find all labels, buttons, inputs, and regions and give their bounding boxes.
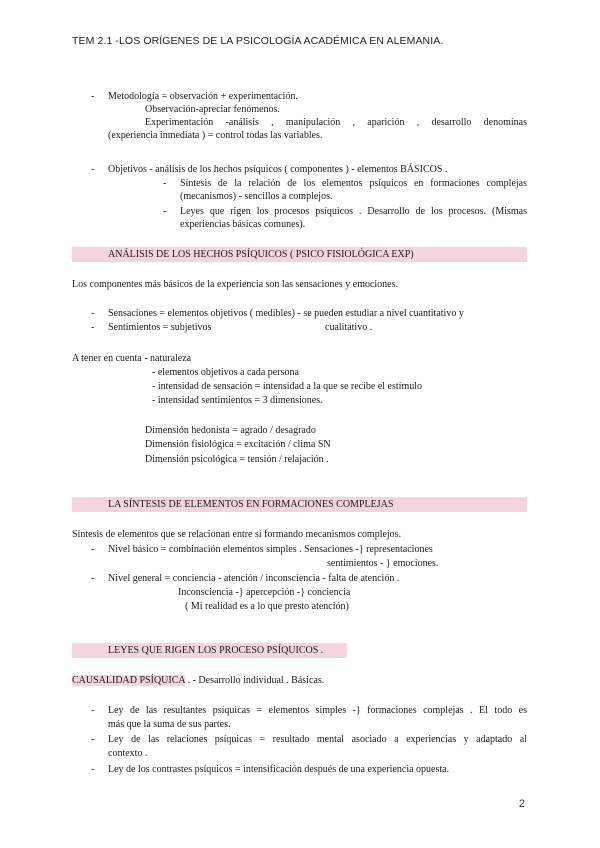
section-heading-analisis: ANÁLISIS DE LOS HECHOS PSÍQUICOS ( PSICO FISIOLÓGICA EXP) xyxy=(108,249,414,260)
leyes-subitem-cont: experiencias básicas comunes). xyxy=(180,219,306,230)
experiencia-line: (experiencia inmediata ) = control todas las variables. xyxy=(108,130,323,141)
causalidad-rest: . - Desarrollo individual . Básicas. xyxy=(187,675,325,686)
section-heading-sintesis: LA SÍNTESIS DE ELEMENTOS EN FORMACIONES COMPLEJAS xyxy=(108,499,394,510)
cualitativo-text: cualitativo . xyxy=(325,322,373,333)
sintesis-intro: Síntesis de elementos que se relacionan entre sí formando mecanismos complejos. xyxy=(72,529,402,540)
bullet-dash: - xyxy=(91,164,95,175)
dimension-line: Dimensión psicológica = tensión / relajación . xyxy=(145,454,329,465)
sintesis-subitem: Síntesis de la relación de los elementos psíquicos en formaciones complejas xyxy=(180,178,527,189)
page-number: 2 xyxy=(518,798,525,810)
bullet-dash: - xyxy=(91,764,95,775)
ley-resultantes: Ley de las resultantes psíquicas = elementos simples -} formaciones complejas . El todo es xyxy=(108,705,527,716)
bullet-dash: - xyxy=(91,734,95,745)
dimension-line: Dimensión hedonista = agrado / desagrado xyxy=(145,425,316,436)
observacion-line: Observación-apreciar fenómenos. xyxy=(145,104,280,115)
componentes-intro: Los componentes más básicos de la experiencia son las sensaciones y emociones. xyxy=(72,279,399,290)
leyes-subitem: Leyes que rigen los procesos psíquicos . Desarrollo de los procesos. (Mismas xyxy=(180,206,527,217)
metodologia-line: Metodología = observación + experimentación. xyxy=(108,91,298,102)
bullet-dash: - xyxy=(91,705,95,716)
inconsciencia-line: Inconsciencia -} apercepción -} conciencia xyxy=(178,587,351,598)
bullet-dash: - xyxy=(91,91,95,102)
section-heading-leyes: LEYES QUE RIGEN LOS PROCESO PSÍQUICOS . xyxy=(108,645,324,656)
sintesis-subitem-cont: (mecanismos) - sencillos a complejos. xyxy=(180,191,333,202)
bullet-dash: - xyxy=(91,573,95,584)
causalidad-line xyxy=(72,674,324,687)
naturaleza-item: - intensidad de sensación = intensidad a la que se recibe el estímulo xyxy=(152,381,422,392)
tener-en-cuenta: A tener en cuenta - naturaleza xyxy=(72,353,192,364)
dimension-line: Dimensión fisiológica = excitación / clima SN xyxy=(145,439,331,450)
experimentacion-line: Experimentación -análisis , manipulación , aparición , desarrollo denominas xyxy=(145,117,527,128)
bullet-dash: - xyxy=(163,206,167,217)
nivel-general-item: Nivel general = conciencia - atención / inconsciencia - falta de atención . xyxy=(108,573,400,584)
bullet-dash: - xyxy=(163,178,167,189)
ley-contrastes: Ley de los contrastes psíquicos = intensificación después de una experiencia opuesta. xyxy=(108,764,450,775)
bullet-dash: - xyxy=(91,322,95,333)
objetivos-line: Objetivos - análisis de los hechos psíquicos ( componentes ) - elementos BÁSICOS . xyxy=(108,164,448,175)
sentimientos-item: Sentimientos = subjetivos xyxy=(108,322,212,333)
realidad-line: ( Mi realidad es a lo que presto atención) xyxy=(185,601,349,612)
ley-relaciones: Ley de las relaciones psíquicas = resultado mental asociado a experiencias y adaptado al xyxy=(108,734,527,745)
naturaleza-item: - elementos objetivos a cada persona xyxy=(152,367,299,378)
bullet-dash: - xyxy=(91,544,95,555)
bullet-dash: - xyxy=(91,308,95,319)
ley-resultantes-cont: más que la suma de sus partes. xyxy=(108,719,231,730)
naturaleza-item: - intensidad sentimientos = 3 dimensiones. xyxy=(152,395,323,406)
ley-relaciones-cont: contexto . xyxy=(108,748,148,759)
causalidad-label: CAUSALIDAD PSÍQUICA xyxy=(72,675,186,686)
nivel-basico-cont: sentimientos - } emociones. xyxy=(327,558,439,569)
sensaciones-item: Sensaciones = elementos objetivos ( medibles) - se pueden estudiar a nivel cuantitativo y xyxy=(108,308,464,319)
nivel-basico-item: Nivel básico = combinación elementos simples . Sensaciones -} representaciones xyxy=(108,544,433,555)
page-header: TEM 2.1 -LOS ORÍGENES DE LA PSICOLOGÍA ACADÉMICA EN ALEMANIA. xyxy=(72,35,444,47)
